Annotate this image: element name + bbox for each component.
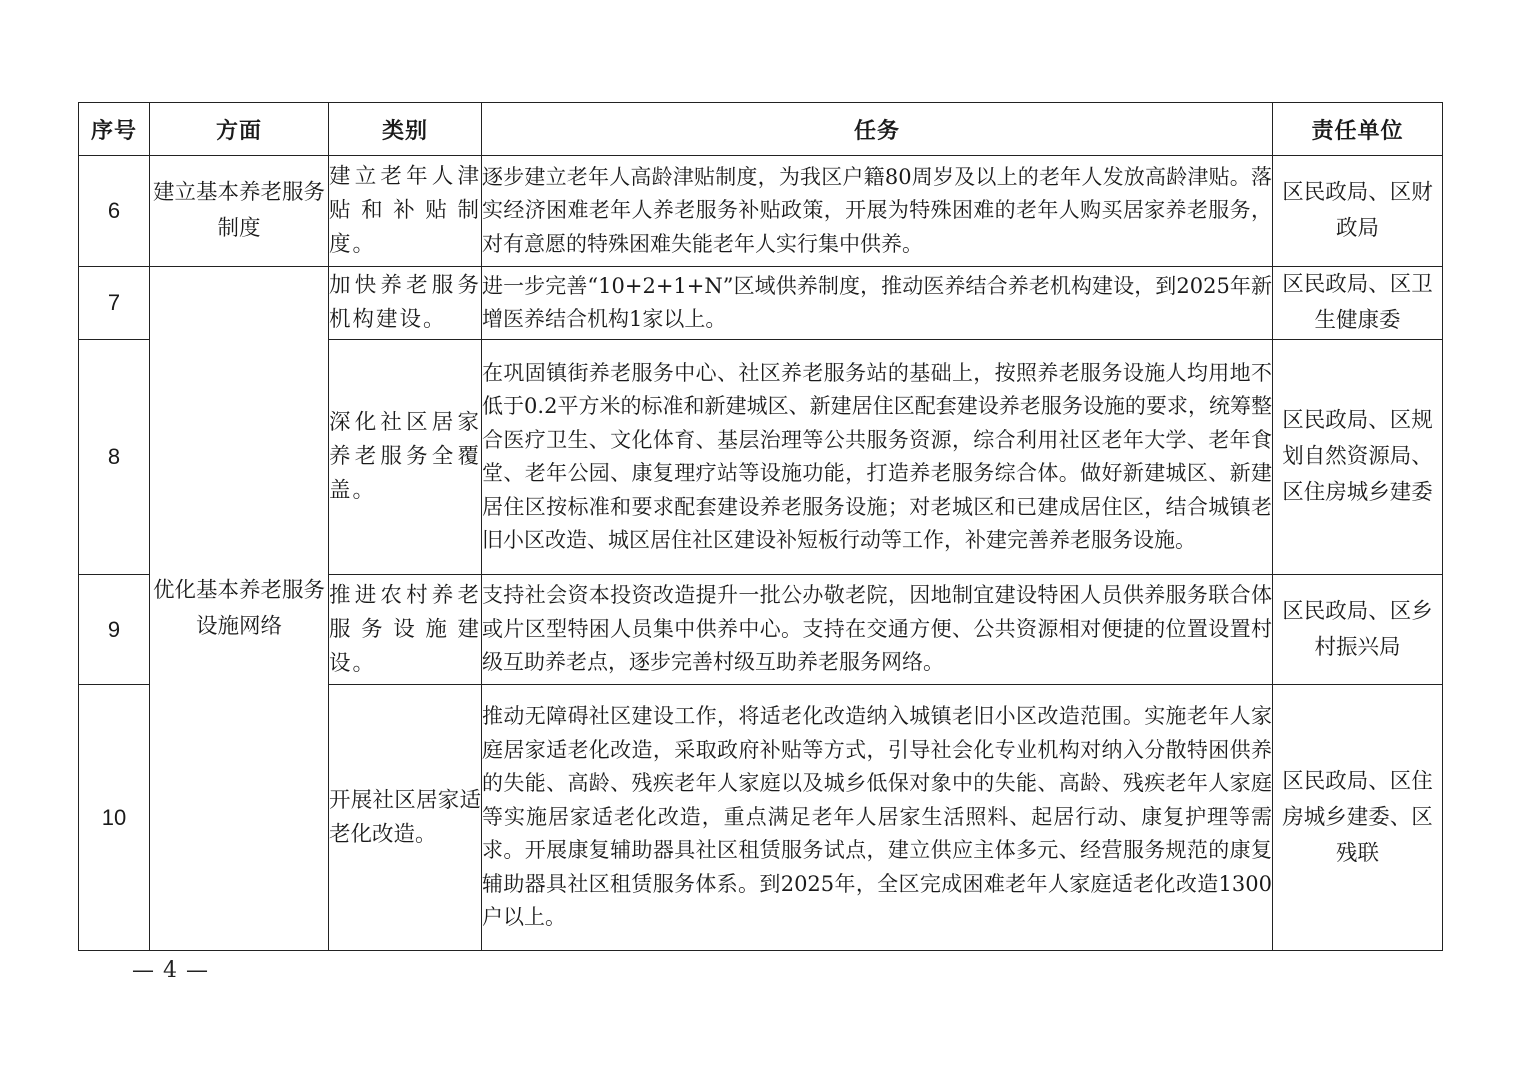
row-category: 深化社区居家养老服务全覆盖。 (329, 340, 482, 575)
table-row (79, 156, 1443, 267)
row-number: 10 (79, 685, 150, 951)
row-category: 建立老年人津贴和补贴制度。 (329, 156, 482, 267)
page-number: — 4 — (132, 958, 209, 983)
row-task: 推动无障碍社区建设工作，将适老化改造纳入城镇老旧小区改造范围。实施老年人家庭居家适老化改造，采取政府补贴等方式，引导社会化专业机构对纳入分散特困供养的失能、高龄、残疾老年人家庭以及城乡低保对象中的失能、高龄、残疾老年人家庭等实施居家适老化改造，重点满足老年人居家生活照料、起居行动、康复护理等需求。开展康复辅助器具社区租赁服务试点，建立供应主体多元、经营服务规范的康复辅助器具社区租赁服务体系。到2025年，全区完成困难老年人家庭适老化改造1300户以上。 (482, 685, 1273, 951)
row-task: 进一步完善“10+2+1+N”区域供养制度，推动医养结合养老机构建设，到2025年新增医养结合机构1家以上。 (482, 267, 1273, 340)
row-number: 6 (79, 156, 150, 267)
row-category: 加快养老服务机构建设。 (329, 267, 482, 340)
row-number: 9 (79, 575, 150, 685)
row-unit: 区民政局、区规划自然资源局、区住房城乡建委 (1273, 340, 1443, 575)
header-task: 任务 (482, 103, 1273, 156)
row-number: 8 (79, 340, 150, 575)
row-category: 推进农村养老服务设施建设。 (329, 575, 482, 685)
table-row (79, 267, 1443, 340)
row-task: 逐步建立老年人高龄津贴制度，为我区户籍80周岁及以上的老年人发放高龄津贴。落实经济困难老年人养老服务补贴政策，开展为特殊困难的老年人购买居家养老服务，对有意愿的特殊困难失能老年人实行集中供养。 (482, 156, 1273, 267)
header-num: 序号 (79, 103, 150, 156)
row-aspect: 建立基本养老服务制度 (150, 156, 329, 267)
row-unit: 区民政局、区乡村振兴局 (1273, 575, 1443, 685)
table-header-row (79, 103, 1443, 156)
row-aspect: 优化基本养老服务设施网络 (150, 267, 329, 951)
row-task: 在巩固镇街养老服务中心、社区养老服务站的基础上，按照养老服务设施人均用地不低于0.2平方米的标准和新建城区、新建居住区配套建设养老服务设施的要求，统筹整合医疗卫生、文化体育、基层治理等公共服务资源，综合利用社区老年大学、老年食堂、老年公园、康复理疗站等设施功能，打造养老服务综合体。做好新建城区、新建居住区按标准和要求配套建设养老服务设施；对老城区和已建成居住区，结合城镇老旧小区改造、城区居住社区建设补短板行动等工作，补建完善养老服务设施。 (482, 340, 1273, 575)
header-category: 类别 (329, 103, 482, 156)
row-unit: 区民政局、区财政局 (1273, 156, 1443, 267)
row-task: 支持社会资本投资改造提升一批公办敬老院，因地制宜建设特困人员供养服务联合体或片区型特困人员集中供养中心。支持在交通方便、公共资源相对便捷的位置设置村级互助养老点，逐步完善村级互助养老服务网络。 (482, 575, 1273, 685)
row-number: 7 (79, 267, 150, 340)
row-category: 开展社区居家适老化改造。 (329, 685, 482, 951)
row-unit: 区民政局、区卫生健康委 (1273, 267, 1443, 340)
row-unit: 区民政局、区住房城乡建委、区残联 (1273, 685, 1443, 951)
task-table (78, 102, 1443, 951)
header-aspect: 方面 (150, 103, 329, 156)
header-unit: 责任单位 (1273, 103, 1443, 156)
